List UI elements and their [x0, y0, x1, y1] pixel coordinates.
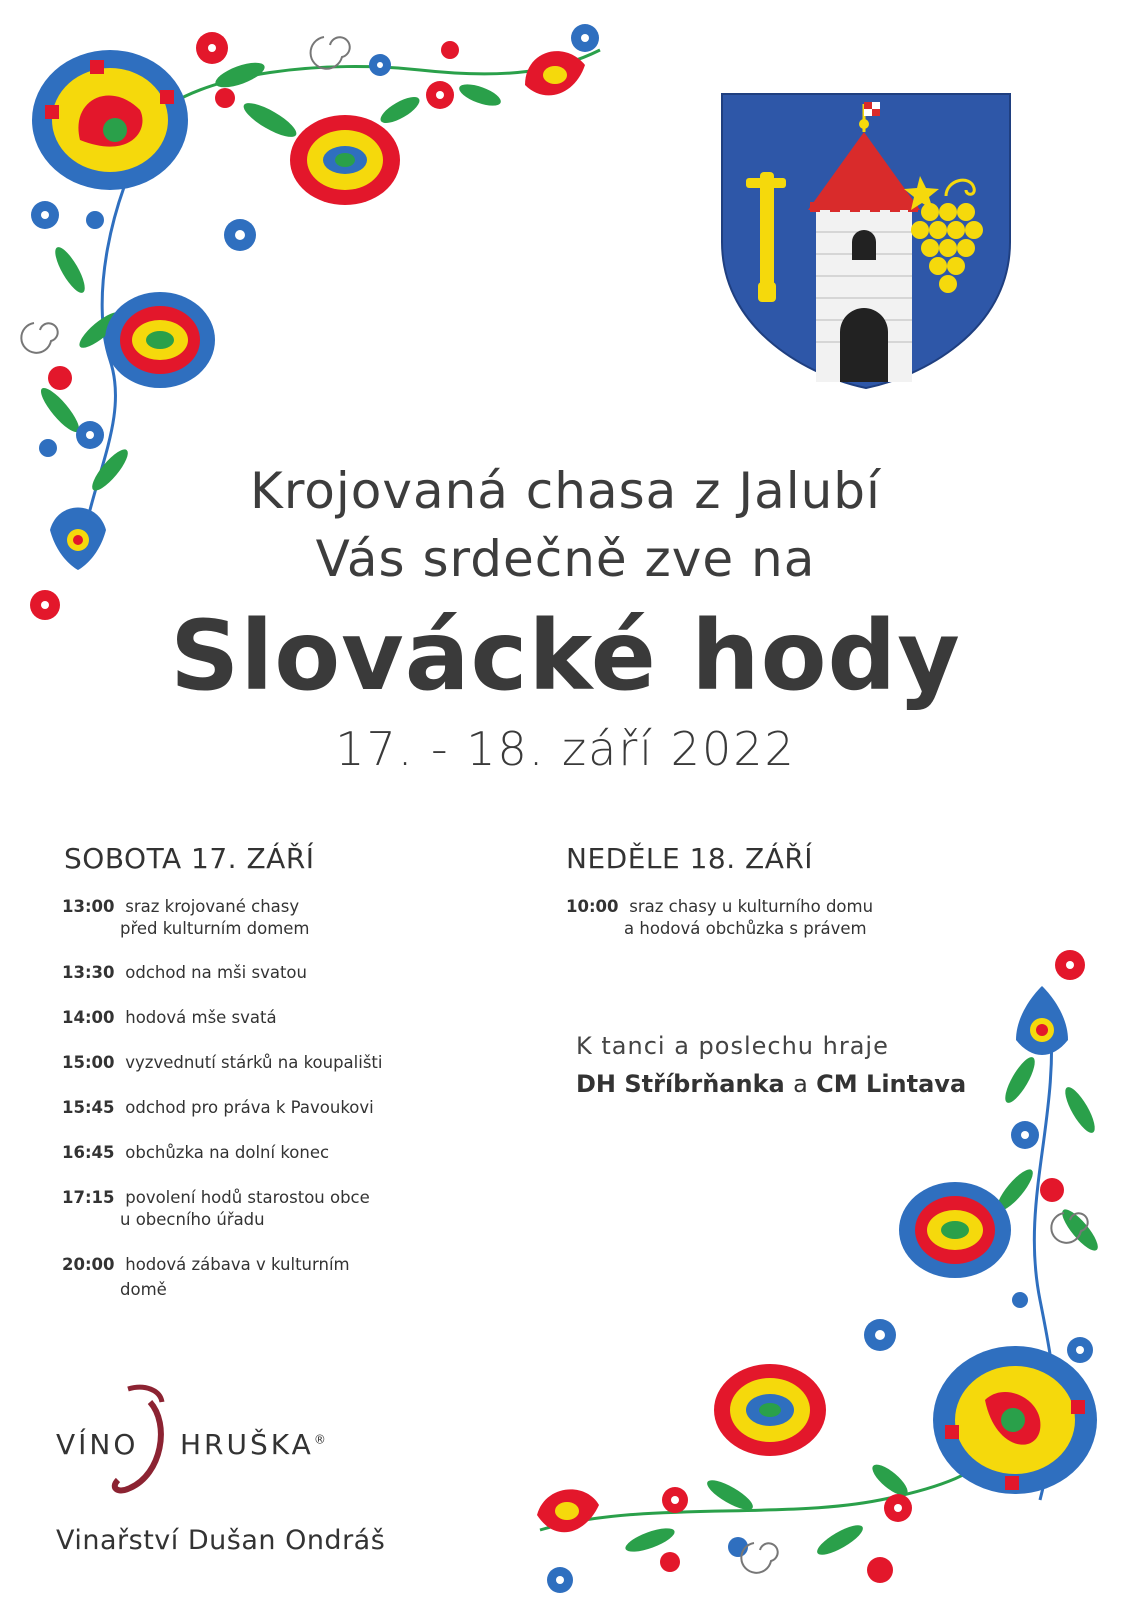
program-time: 13:30 — [62, 963, 115, 982]
sunday-heading: NEDĚLE 18. ZÁŘÍ — [566, 842, 814, 875]
folk-ornament-bottom-right — [520, 940, 1131, 1600]
event-dates: 17. - 18. září 2022 — [335, 722, 796, 776]
program-item — [62, 962, 307, 984]
program-time: 16:45 — [62, 1143, 115, 1162]
program-time: 10:00 — [566, 897, 619, 916]
program-item — [566, 896, 873, 940]
coat-of-arms — [720, 92, 1012, 390]
program-item — [62, 1097, 374, 1119]
program-text-2: domě — [120, 1280, 167, 1299]
logo-text-hruska-word: HRUŠKA — [180, 1428, 314, 1461]
program-time: 13:00 — [62, 897, 115, 916]
program-item — [62, 1187, 370, 1231]
program-item — [62, 1142, 329, 1164]
program-text: odchod pro práva k Pavoukovi — [125, 1098, 374, 1117]
invite-line-1: Krojovaná chasa z Jalubí — [250, 462, 881, 520]
program-item — [62, 1052, 383, 1074]
invite-line-2: Vás srdečně zve na — [315, 530, 816, 588]
music-intro: K tanci a poslechu hraje — [576, 1032, 889, 1060]
band-1: DH Stříbrňanka — [576, 1070, 785, 1098]
program-text: hodová zábava v kulturním — [125, 1255, 350, 1274]
program-text: povolení hodů starostou obce — [125, 1188, 370, 1207]
band-conjunction: a — [793, 1070, 808, 1098]
program-item — [62, 1254, 350, 1301]
program-text-2: před kulturním domem — [120, 919, 310, 938]
saturday-heading: SOBOTA 17. ZÁŘÍ — [64, 842, 315, 875]
event-title: Slovácké hody — [170, 600, 961, 712]
program-time: 14:00 — [62, 1008, 115, 1027]
program-text: odchod na mši svatou — [125, 963, 307, 982]
program-time: 15:45 — [62, 1098, 115, 1117]
program-text-2: a hodová obchůzka s právem — [624, 919, 867, 938]
program-text: sraz krojované chasy — [125, 897, 300, 916]
program-time: 15:00 — [62, 1053, 115, 1072]
registered-mark: ® — [313, 1432, 329, 1447]
program-text: sraz chasy u kulturního domu — [629, 897, 874, 916]
program-item — [62, 896, 310, 940]
program-text: vyzvednutí stárků na koupališti — [125, 1053, 383, 1072]
program-time: 20:00 — [62, 1255, 115, 1274]
logo-text-hruska — [180, 1428, 329, 1461]
logo-text-vino: VÍNO — [56, 1428, 139, 1461]
program-text-2: u obecního úřadu — [120, 1210, 265, 1229]
program-item — [62, 1007, 277, 1029]
program-time: 17:15 — [62, 1188, 115, 1207]
band-2: CM Lintava — [816, 1070, 967, 1098]
program-text: obchůzka na dolní konec — [125, 1143, 330, 1162]
winery-name: Vinařství Dušan Ondráš — [56, 1525, 386, 1556]
program-text: hodová mše svatá — [125, 1008, 277, 1027]
